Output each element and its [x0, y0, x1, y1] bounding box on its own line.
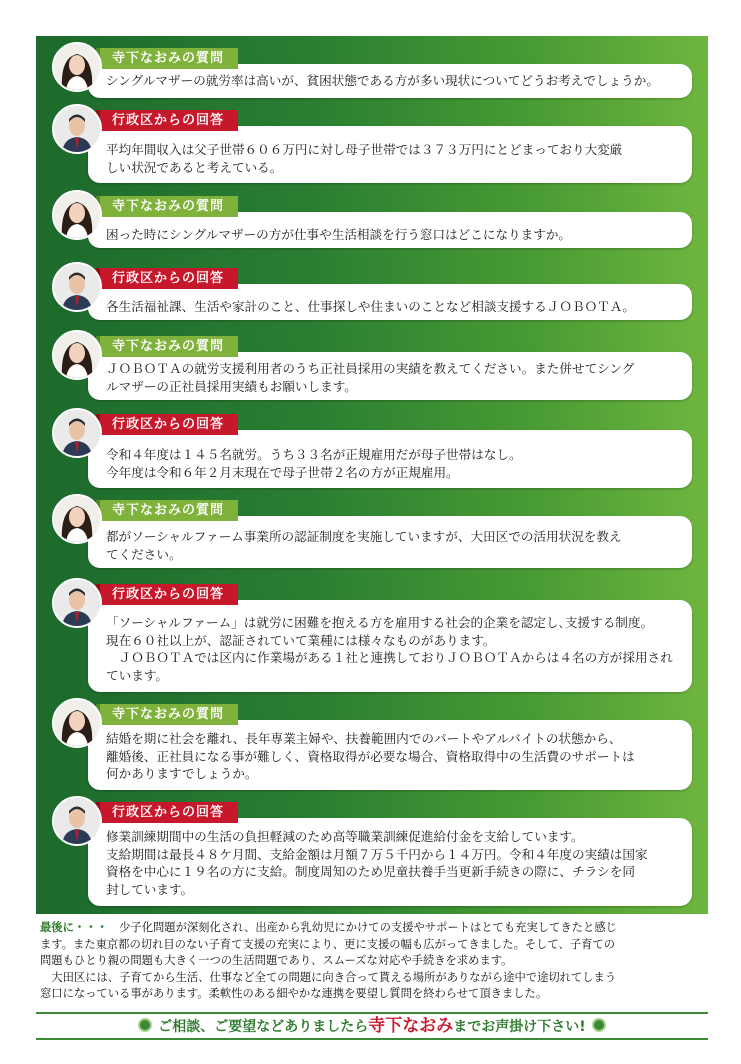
naomi-avatar [52, 494, 102, 544]
contact-banner [36, 1012, 708, 1040]
naomi-avatar [52, 698, 102, 748]
closing-lead: 最後に・・・ [40, 921, 108, 934]
closing-line: 問題もひとり親の問題も大きく一つの生活問題であり、スムーズな対応や手続きを求めます。 [40, 954, 513, 967]
answer-text: 「ソーシャルファーム」は就労に困難を抱える方を雇用する社会的企業を認定し､支援する制度。 現在６０社以上が、認証されていて業種には様々なものがあります。 ＪＯＢＯＴＡでは区内に作業場がある１社と連携しておりＪＯＢＯＴＡからは４名の方が採用され ています。 [88, 600, 692, 692]
question-label: 寺下なおみの質問 [96, 336, 238, 357]
answer-text: 平均年間収入は父子世帯６０６万円に対し母子世帯では３７３万円にとどまっており大変厳 しい状況であると考えている。 [88, 126, 692, 183]
answer-text: 修業訓練期間中の生活の負担軽減のため高等職業訓練促進給付金を支給しています。 支給期間は最長４８ケ月間、支給金額は月額７万５千円から１４万円。令和４年度の実績は国家 資格を中心に１９名の方に支給。制度周知のため児童扶養手当更新手続きの際に、チラシを同 封しています。 [88, 818, 692, 906]
question-text: 結婚を期に社会を離れ、長年専業主婦や、扶養範囲内でのパートやアルバイトの状態から、 離婚後、正社員になる事が難しく、資格取得が必要な場合、資格取得中の生活費のサポートは 何かありますでしょうか。 [88, 720, 692, 790]
question-text: ＪＯＢＯＴＡの就労支援利用者のうち正社員採用の実績を教えてください。また併せてシング ルマザーの正社員採用実績もお願いします。 [88, 352, 692, 400]
naomi-avatar [52, 330, 102, 380]
question-label: 寺下なおみの質問 [96, 704, 238, 725]
closing-remarks [40, 920, 702, 1003]
answer-label: 行政区からの回答 [96, 584, 238, 605]
bullet-icon [138, 1018, 152, 1032]
question-text: 困った時にシングルマザーの方が仕事や生活相談を行う窓口はどこになりますか。 [88, 212, 692, 248]
naomi-avatar [52, 190, 102, 240]
cta-name: 寺下なおみ [368, 1016, 454, 1036]
cta-suffix: までお声掛け下さい! [453, 1019, 586, 1035]
answer-label: 行政区からの回答 [96, 110, 238, 131]
answer-label: 行政区からの回答 [96, 268, 238, 289]
answer-text: 各生活福祉課、生活や家計のこと、仕事探しや住まいのことなど相談支援するＪＯＢＯＴＡ。 [88, 284, 692, 320]
question-text: 都がソーシャルファーム事業所の認証制度を実施していますが、大田区での活用状況を教え てください。 [88, 516, 692, 568]
closing-line: 少子化問題が深刻化され、出産から乳幼児にかけての支援やサポートはとても充実してきたと感じ [107, 921, 617, 934]
official-avatar [52, 262, 102, 312]
official-avatar [52, 104, 102, 154]
answer-text: 令和４年度は１４５名就労。うち３３名が正規雇用だが母子世帯はなし。 今年度は令和６年２月末現在で母子世帯２名の方が正規雇用。 [88, 430, 692, 488]
question-label: 寺下なおみの質問 [96, 196, 238, 217]
official-avatar [52, 578, 102, 628]
closing-line: 大田区には、子育てから生活、仕事など全ての問題に向き合って貰える場所がありながら途中で途切れてしまう [40, 970, 617, 984]
answer-label: 行政区からの回答 [96, 802, 238, 823]
closing-line: 窓口になっている事があります。柔軟性のある細やかな連携を要望し質問を終わらせて頂きました。 [40, 987, 548, 1000]
answer-label: 行政区からの回答 [96, 414, 238, 435]
closing-line: ます。また東京都の切れ目のない子育て支援の充実により、更に支援の幅も広がってきました。そして、子育ての [40, 937, 616, 951]
question-text: シングルマザーの就労率は高いが、貧困状態である方が多い現状についてどうお考えでしょうか。 [88, 64, 692, 98]
question-label: 寺下なおみの質問 [96, 48, 238, 69]
bullet-icon [592, 1018, 606, 1032]
question-label: 寺下なおみの質問 [96, 500, 238, 521]
official-avatar [52, 408, 102, 458]
naomi-avatar [52, 42, 102, 92]
official-avatar [52, 796, 102, 846]
cta-prefix: ご相談、ご要望などありましたら [158, 1019, 369, 1035]
